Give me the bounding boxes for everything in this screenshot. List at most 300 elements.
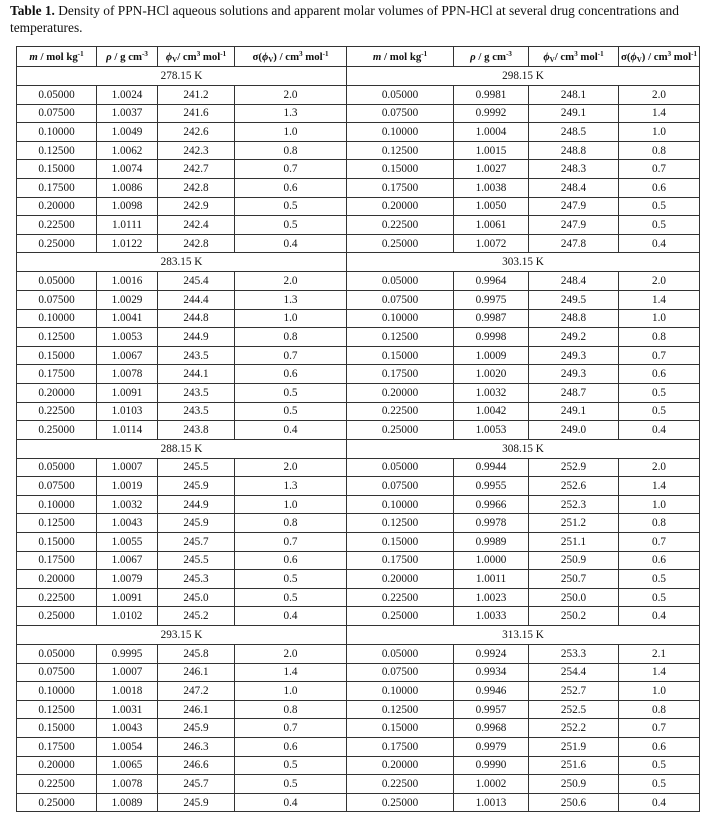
table-cell: 0.6 xyxy=(619,738,700,757)
table-row xyxy=(17,458,700,477)
header-density: ρ / g $cm^{-3}$ xyxy=(97,47,158,67)
table-cell: 0.12500 xyxy=(17,141,97,160)
table-row xyxy=(17,793,700,812)
table-cell: 1.0072 xyxy=(454,234,529,253)
table-cell: 0.22500 xyxy=(17,775,97,794)
table-cell: 0.15000 xyxy=(17,160,97,179)
table-cell: 2.0 xyxy=(619,86,700,105)
table-cell: 0.6 xyxy=(235,551,347,570)
table-caption xyxy=(10,2,710,36)
table-cell: 251.6 xyxy=(529,756,619,775)
table-cell: 249.3 xyxy=(529,346,619,365)
table-cell: 1.4 xyxy=(235,663,347,682)
table-cell: 0.15000 xyxy=(347,533,454,552)
temperature-label-left: 278.15 K xyxy=(17,67,347,86)
table-cell: 0.07500 xyxy=(347,663,454,682)
table-cell: 249.5 xyxy=(529,290,619,309)
table-cell: 248.4 xyxy=(529,272,619,291)
table-row xyxy=(17,663,700,682)
table-row xyxy=(17,738,700,757)
table-row xyxy=(17,645,700,664)
table-cell: 1.0055 xyxy=(97,533,158,552)
table-cell: 1.0102 xyxy=(97,607,158,626)
table-cell: 0.7 xyxy=(235,346,347,365)
table-cell: 0.9924 xyxy=(454,645,529,664)
table-cell: 245.8 xyxy=(158,645,235,664)
table-row xyxy=(17,123,700,142)
header-density-2: ρ / g $cm^{-3}$ xyxy=(454,47,529,67)
table-cell: 0.17500 xyxy=(17,551,97,570)
table-cell: 0.07500 xyxy=(347,477,454,496)
table-cell: 0.12500 xyxy=(347,700,454,719)
table-cell: 0.5 xyxy=(619,570,700,589)
table-cell: 1.0078 xyxy=(97,775,158,794)
table-cell: 245.0 xyxy=(158,588,235,607)
table-cell: 0.9987 xyxy=(454,309,529,328)
table-cell: 245.5 xyxy=(158,551,235,570)
table-cell: 0.5 xyxy=(619,197,700,216)
table-cell: 0.20000 xyxy=(347,570,454,589)
table-cell: 0.8 xyxy=(235,514,347,533)
table-cell: 0.6 xyxy=(235,738,347,757)
table-cell: 1.0018 xyxy=(97,682,158,701)
table-cell: 0.10000 xyxy=(347,682,454,701)
table-cell: 249.3 xyxy=(529,365,619,384)
table-cell: 245.7 xyxy=(158,533,235,552)
table-cell: 0.22500 xyxy=(347,402,454,421)
table-cell: 0.22500 xyxy=(347,588,454,607)
table-row xyxy=(17,495,700,514)
table-cell: 1.0023 xyxy=(454,588,529,607)
table-cell: 246.1 xyxy=(158,700,235,719)
table-cell: 0.22500 xyxy=(17,216,97,235)
table-cell: 0.9975 xyxy=(454,290,529,309)
table-cell: 1.0 xyxy=(235,309,347,328)
table-cell: 1.3 xyxy=(235,104,347,123)
table-cell: 0.10000 xyxy=(347,309,454,328)
table-cell: 1.0086 xyxy=(97,178,158,197)
table-cell: 1.0067 xyxy=(97,346,158,365)
table-cell: 246.3 xyxy=(158,738,235,757)
table-cell: 0.05000 xyxy=(347,458,454,477)
table-cell: 0.12500 xyxy=(17,700,97,719)
table-cell: 0.10000 xyxy=(17,682,97,701)
table-cell: 1.0024 xyxy=(97,86,158,105)
table-cell: 0.5 xyxy=(235,197,347,216)
table-cell: 245.9 xyxy=(158,793,235,812)
table-cell: 0.9964 xyxy=(454,272,529,291)
header-apparent-molar-volume-2: $\phi_V/$ $cm^3$ mol$^{-1}$ xyxy=(529,47,619,67)
table-row xyxy=(17,383,700,402)
table-cell: 242.6 xyxy=(158,123,235,142)
table-cell: 0.4 xyxy=(235,421,347,440)
table-cell: 1.0032 xyxy=(97,495,158,514)
caption-text: Density of PPN-HCl aqueous solutions and apparent molar volumes of PPN-HCl at several drug concentrations and temperatures. xyxy=(10,3,679,35)
temperature-label-left: 283.15 K xyxy=(17,253,347,272)
table-cell: 1.0078 xyxy=(97,365,158,384)
table-cell: 248.7 xyxy=(529,383,619,402)
table-cell: 1.0049 xyxy=(97,123,158,142)
table-cell: 249.1 xyxy=(529,402,619,421)
table-cell: 0.8 xyxy=(619,328,700,347)
table-cell: 250.9 xyxy=(529,775,619,794)
table-cell: 0.15000 xyxy=(347,346,454,365)
table-cell: 2.0 xyxy=(619,272,700,291)
table-cell: 1.0037 xyxy=(97,104,158,123)
table-cell: 1.0020 xyxy=(454,365,529,384)
table-cell: 0.12500 xyxy=(347,141,454,160)
table-cell: 241.6 xyxy=(158,104,235,123)
table-cell: 0.25000 xyxy=(347,234,454,253)
table-cell: 0.5 xyxy=(619,402,700,421)
caption-label: Table 1. xyxy=(10,3,55,18)
table-row xyxy=(17,570,700,589)
table-cell: 0.17500 xyxy=(347,178,454,197)
table-cell: 0.5 xyxy=(619,588,700,607)
table-cell: 0.7 xyxy=(619,719,700,738)
table-cell: 1.0 xyxy=(619,495,700,514)
table-cell: 0.8 xyxy=(235,328,347,347)
table-cell: 1.0089 xyxy=(97,793,158,812)
table-row xyxy=(17,551,700,570)
table-row xyxy=(17,402,700,421)
table-row xyxy=(17,775,700,794)
temperature-row xyxy=(17,253,700,272)
temperature-label-right: 313.15 K xyxy=(347,626,700,645)
table-cell: 1.0011 xyxy=(454,570,529,589)
table-cell: 245.9 xyxy=(158,514,235,533)
table-cell: 0.6 xyxy=(235,365,347,384)
table-cell: 0.4 xyxy=(619,607,700,626)
table-cell: 243.5 xyxy=(158,383,235,402)
table-cell: 0.15000 xyxy=(347,719,454,738)
table-cell: 0.20000 xyxy=(17,756,97,775)
table-cell: 1.0041 xyxy=(97,309,158,328)
table-cell: 0.7 xyxy=(235,533,347,552)
table-cell: 0.9978 xyxy=(454,514,529,533)
table-cell: 0.15000 xyxy=(347,160,454,179)
table-cell: 0.9968 xyxy=(454,719,529,738)
table-cell: 248.8 xyxy=(529,141,619,160)
table-row xyxy=(17,477,700,496)
table-cell: 0.25000 xyxy=(17,421,97,440)
table-cell: 1.0111 xyxy=(97,216,158,235)
table-cell: 1.4 xyxy=(619,477,700,496)
table-cell: 0.5 xyxy=(235,216,347,235)
table-cell: 0.6 xyxy=(619,365,700,384)
table-cell: 0.05000 xyxy=(347,272,454,291)
table-cell: 1.0019 xyxy=(97,477,158,496)
table-cell: 2.0 xyxy=(619,458,700,477)
table-cell: 253.3 xyxy=(529,645,619,664)
table-cell: 1.0065 xyxy=(97,756,158,775)
table-cell: 0.5 xyxy=(619,756,700,775)
table-cell: 241.2 xyxy=(158,86,235,105)
table-cell: 0.7 xyxy=(619,533,700,552)
temperature-label-right: 298.15 K xyxy=(347,67,700,86)
table-cell: 0.17500 xyxy=(17,178,97,197)
table-cell: 0.4 xyxy=(235,234,347,253)
table-cell: 0.5 xyxy=(619,383,700,402)
table-cell: 1.0 xyxy=(619,309,700,328)
table-cell: 251.9 xyxy=(529,738,619,757)
table-cell: 0.7 xyxy=(235,719,347,738)
table-cell: 1.0 xyxy=(235,123,347,142)
table-row xyxy=(17,421,700,440)
table-cell: 0.5 xyxy=(619,775,700,794)
table-cell: 1.0009 xyxy=(454,346,529,365)
table-cell: 0.10000 xyxy=(17,495,97,514)
table-cell: 1.4 xyxy=(619,663,700,682)
table-cell: 250.7 xyxy=(529,570,619,589)
table-row xyxy=(17,197,700,216)
table-row xyxy=(17,533,700,552)
table-cell: 0.25000 xyxy=(17,793,97,812)
table-cell: 1.0 xyxy=(619,682,700,701)
table-cell: 0.25000 xyxy=(347,607,454,626)
table-cell: 0.22500 xyxy=(347,775,454,794)
table-row xyxy=(17,588,700,607)
table-row xyxy=(17,328,700,347)
table-cell: 244.9 xyxy=(158,495,235,514)
table-cell: 0.4 xyxy=(235,607,347,626)
table-row xyxy=(17,141,700,160)
table-cell: 0.5 xyxy=(235,402,347,421)
table-cell: 0.7 xyxy=(619,160,700,179)
table-cell: 0.9989 xyxy=(454,533,529,552)
table-cell: 1.0062 xyxy=(97,141,158,160)
temperature-row xyxy=(17,439,700,458)
table-row xyxy=(17,178,700,197)
table-cell: 249.2 xyxy=(529,328,619,347)
table-cell: 1.3 xyxy=(235,290,347,309)
table-row xyxy=(17,216,700,235)
table-row xyxy=(17,160,700,179)
table-cell: 0.9990 xyxy=(454,756,529,775)
table-cell: 252.3 xyxy=(529,495,619,514)
temperature-label-left: 288.15 K xyxy=(17,439,347,458)
table-cell: 0.05000 xyxy=(17,272,97,291)
table-cell: 0.15000 xyxy=(17,346,97,365)
table-cell: 250.0 xyxy=(529,588,619,607)
table-cell: 0.9934 xyxy=(454,663,529,682)
table-row xyxy=(17,290,700,309)
table-cell: 1.0098 xyxy=(97,197,158,216)
table-cell: 243.5 xyxy=(158,346,235,365)
table-row xyxy=(17,719,700,738)
table-row xyxy=(17,607,700,626)
table-cell: 0.5 xyxy=(235,570,347,589)
table-cell: 1.0122 xyxy=(97,234,158,253)
table-cell: 0.10000 xyxy=(17,123,97,142)
table-cell: 1.0 xyxy=(619,123,700,142)
table-cell: 1.0042 xyxy=(454,402,529,421)
table-cell: 0.4 xyxy=(619,793,700,812)
table-cell: 251.1 xyxy=(529,533,619,552)
table-cell: 1.0054 xyxy=(97,738,158,757)
table-cell: 0.8 xyxy=(235,700,347,719)
table-cell: 243.8 xyxy=(158,421,235,440)
header-uncertainty-2: $\sigma(\phi_V) / cm^3$ mol$^{-1}$ xyxy=(619,47,700,67)
table-cell: 0.9995 xyxy=(97,645,158,664)
table-cell: 248.3 xyxy=(529,160,619,179)
table-cell: 250.2 xyxy=(529,607,619,626)
table-cell: 0.20000 xyxy=(347,383,454,402)
table-cell: 0.05000 xyxy=(17,458,97,477)
table-cell: 0.17500 xyxy=(347,365,454,384)
table-cell: 0.17500 xyxy=(17,365,97,384)
table-cell: 252.6 xyxy=(529,477,619,496)
table-cell: 0.05000 xyxy=(347,645,454,664)
table-cell: 1.0053 xyxy=(454,421,529,440)
table-cell: 0.8 xyxy=(619,141,700,160)
table-cell: 1.4 xyxy=(619,104,700,123)
table-cell: 0.10000 xyxy=(17,309,97,328)
table-cell: 242.7 xyxy=(158,160,235,179)
table-cell: 247.2 xyxy=(158,682,235,701)
table-cell: 1.3 xyxy=(235,477,347,496)
table-cell: 0.9992 xyxy=(454,104,529,123)
table-cell: 1.0004 xyxy=(454,123,529,142)
table-cell: 0.17500 xyxy=(347,738,454,757)
table-cell: 0.22500 xyxy=(347,216,454,235)
table-cell: 0.5 xyxy=(235,775,347,794)
table-cell: 1.0050 xyxy=(454,197,529,216)
header-row xyxy=(17,47,700,67)
table-cell: 246.1 xyxy=(158,663,235,682)
table-cell: 251.2 xyxy=(529,514,619,533)
header-molality-2: m / mol $kg^{-1}$ xyxy=(347,47,454,67)
table-cell: 0.12500 xyxy=(17,328,97,347)
table-row xyxy=(17,309,700,328)
table-cell: 245.7 xyxy=(158,775,235,794)
table-cell: 0.8 xyxy=(619,514,700,533)
table-cell: 0.9944 xyxy=(454,458,529,477)
table-cell: 244.4 xyxy=(158,290,235,309)
table-cell: 252.5 xyxy=(529,700,619,719)
table-body xyxy=(17,67,700,812)
table-cell: 1.0 xyxy=(235,682,347,701)
table-cell: 1.0033 xyxy=(454,607,529,626)
table-cell: 0.9957 xyxy=(454,700,529,719)
table-cell: 0.20000 xyxy=(347,197,454,216)
table-cell: 2.1 xyxy=(619,645,700,664)
table-row xyxy=(17,700,700,719)
table-row xyxy=(17,234,700,253)
table-cell: 0.17500 xyxy=(17,738,97,757)
table-cell: 1.0032 xyxy=(454,383,529,402)
table-cell: 242.8 xyxy=(158,234,235,253)
table-cell: 0.20000 xyxy=(347,756,454,775)
table-cell: 1.0027 xyxy=(454,160,529,179)
table-cell: 244.9 xyxy=(158,328,235,347)
table-cell: 0.07500 xyxy=(347,290,454,309)
table-cell: 0.9955 xyxy=(454,477,529,496)
table-cell: 0.5 xyxy=(235,383,347,402)
table-cell: 0.4 xyxy=(619,234,700,253)
table-cell: 1.0013 xyxy=(454,793,529,812)
table-cell: 0.22500 xyxy=(17,402,97,421)
table-cell: 250.6 xyxy=(529,793,619,812)
table-cell: 1.0038 xyxy=(454,178,529,197)
table-cell: 0.7 xyxy=(235,160,347,179)
table-cell: 0.25000 xyxy=(347,421,454,440)
table-row xyxy=(17,514,700,533)
table-cell: 1.0015 xyxy=(454,141,529,160)
table-cell: 1.0114 xyxy=(97,421,158,440)
table-cell: 0.9981 xyxy=(454,86,529,105)
table-cell: 1.0043 xyxy=(97,719,158,738)
table-cell: 252.7 xyxy=(529,682,619,701)
table-cell: 1.0079 xyxy=(97,570,158,589)
table-cell: 0.9998 xyxy=(454,328,529,347)
table-cell: 0.4 xyxy=(235,793,347,812)
table-cell: 0.10000 xyxy=(347,495,454,514)
header-apparent-molar-volume: $\phi_V/$ $cm^3$ mol$^{-1}$ xyxy=(158,47,235,67)
table-cell: 1.0091 xyxy=(97,383,158,402)
table-cell: 0.20000 xyxy=(17,197,97,216)
table-cell: 252.2 xyxy=(529,719,619,738)
table-cell: 0.05000 xyxy=(17,86,97,105)
header-molality: m / mol $kg^{-1}$ xyxy=(17,47,97,67)
table-cell: 1.0029 xyxy=(97,290,158,309)
table-row xyxy=(17,682,700,701)
table-cell: 249.1 xyxy=(529,104,619,123)
table-cell: 242.4 xyxy=(158,216,235,235)
table-cell: 249.0 xyxy=(529,421,619,440)
table-cell: 242.9 xyxy=(158,197,235,216)
table-row xyxy=(17,346,700,365)
table-cell: 0.05000 xyxy=(347,86,454,105)
table-cell: 1.0031 xyxy=(97,700,158,719)
table-cell: 2.0 xyxy=(235,458,347,477)
table-cell: 0.12500 xyxy=(347,514,454,533)
table-cell: 1.0053 xyxy=(97,328,158,347)
table-cell: 248.5 xyxy=(529,123,619,142)
table-cell: 1.0016 xyxy=(97,272,158,291)
table-cell: 2.0 xyxy=(235,272,347,291)
table-cell: 0.22500 xyxy=(17,588,97,607)
table-row xyxy=(17,365,700,384)
table-cell: 1.0 xyxy=(235,495,347,514)
table-cell: 248.8 xyxy=(529,309,619,328)
table-cell: 0.5 xyxy=(619,216,700,235)
table-cell: 1.0074 xyxy=(97,160,158,179)
table-cell: 0.15000 xyxy=(17,533,97,552)
temperature-row xyxy=(17,626,700,645)
table-cell: 1.0061 xyxy=(454,216,529,235)
table-row xyxy=(17,86,700,105)
table-cell: 1.0002 xyxy=(454,775,529,794)
table-cell: 0.07500 xyxy=(17,477,97,496)
table-cell: 0.25000 xyxy=(17,234,97,253)
header-uncertainty: $\sigma(\phi_V) / cm^3$ mol$^{-1}$ xyxy=(235,47,347,67)
table-cell: 0.5 xyxy=(235,756,347,775)
table-cell: 245.9 xyxy=(158,477,235,496)
table-cell: 247.9 xyxy=(529,197,619,216)
table-cell: 1.4 xyxy=(619,290,700,309)
temperature-label-right: 303.15 K xyxy=(347,253,700,272)
table-cell: 2.0 xyxy=(235,645,347,664)
table-cell: 248.4 xyxy=(529,178,619,197)
table-cell: 0.4 xyxy=(619,421,700,440)
temperature-label-right: 308.15 K xyxy=(347,439,700,458)
table-cell: 247.8 xyxy=(529,234,619,253)
table-cell: 0.05000 xyxy=(17,645,97,664)
table-cell: 1.0103 xyxy=(97,402,158,421)
table-cell: 247.9 xyxy=(529,216,619,235)
table-cell: 252.9 xyxy=(529,458,619,477)
